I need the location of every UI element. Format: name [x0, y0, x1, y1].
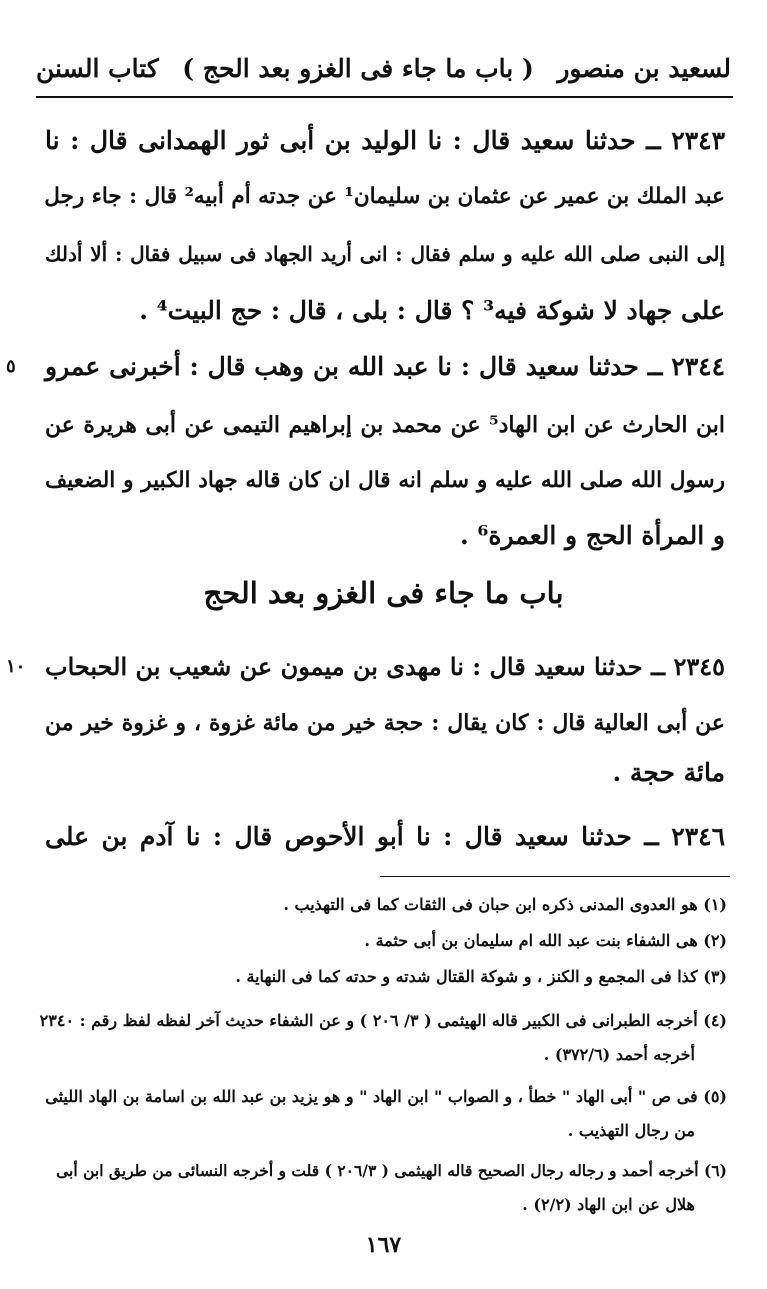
hadith-2346-line-1: ٢٣٤٦ ــ حدثنا سعيد قال : نا أبو الأحوص قال : نا آدم بن على	[45, 822, 725, 851]
margin-line-number: ١٠	[6, 656, 26, 677]
hadith-2343-line-1: ٢٣٤٣ ــ حدثنا سعيد قال : نا الوليد بن أبى ثور الهمدانى قال : نا	[45, 126, 725, 155]
section-title: باب ما جاء فى الغزو بعد الحج	[203, 576, 564, 610]
footnote-4-continuation: أخرجه أحمد (٣٧٢/٦) .	[543, 1045, 695, 1064]
footnote-5-continuation: من رجال التهذيب .	[567, 1121, 695, 1140]
footnote-4: (٤) أخرجه الطبرانى فى الكبير قاله الهيثمى ( ٣/ ٢٠٦ ) و عن الشفاء حديث آخر لفظه لفظ رقم : ٢٣٤٠	[39, 1011, 727, 1030]
margin-line-number: ٥	[6, 356, 16, 377]
hadith-2344-line-1: ٢٣٤٤ ــ حدثنا سعيد قال : نا عبد الله بن وهب قال : أخبرنى عمرو	[45, 352, 725, 381]
footnote-1: (١) هو العدوى المدنى ذكره ابن حبان فى الثقات كما فى التهذيب .	[283, 895, 727, 914]
hadith-2343-line-4: على جهاد لا شوكة فيه³ ؟ قال : بلى ، قال : حج البيت⁴ .	[139, 296, 725, 325]
header-author: لسعيد بن منصور	[557, 53, 731, 83]
footnote-3: (٣) كذا فى المجمع و الكنز ، و شوكة القتال شدته و حدته كما فى النهاية .	[235, 967, 727, 986]
footnote-6: (٦) أخرجه أحمد و رجاله رجال الصحيح قاله الهيثمى ( ٢٠٦/٣ ) قلت و أخرجه النسائى من طريق ابن أبى	[56, 1161, 727, 1180]
page-number: ١٦٧	[365, 1232, 402, 1258]
hadith-2344-line-3: رسول الله صلى الله عليه و سلم انه قال ان كان قاله جهاد الكبير و الضعيف	[45, 468, 725, 493]
footnote-6-continuation: هلال عن ابن الهاد (٢/٢) .	[522, 1195, 695, 1214]
hadith-2344-line-4: و المرأة الحج و العمرة⁶ .	[460, 521, 725, 550]
hadith-2345-line-3: مائة حجة .	[612, 758, 725, 787]
footnote-rule	[380, 876, 730, 877]
hadith-2345-line-1: ٢٣٤٥ ــ حدثنا سعيد قال : نا مهدى بن ميمون عن شعيب بن الحبحاب	[45, 652, 725, 681]
header-book-title: كتاب السنن	[36, 53, 159, 83]
footnote-2: (٢) هى الشفاء بنت عبد الله ام سليمان بن أبى حثمة .	[364, 931, 727, 950]
hadith-2345-line-2: عن أبى العالية قال : كان يقال : حجة خير من مائة غزوة ، و غزوة خير من	[45, 710, 725, 736]
hadith-2344-line-2: ابن الحارث عن ابن الهاد⁵ عن محمد بن إبراهيم التيمى عن أبى هريرة عن	[45, 412, 725, 438]
hadith-2343-line-3: إلى النبى صلى الله عليه و سلم فقال : انى أريد الجهاد فى سبيل فقال : ألا أدلك	[45, 242, 725, 266]
hadith-2343-line-2: عبد الملك بن عمير عن عثمان بن سليمان¹ عن جدته أم أبيه² قال : جاء رجل	[44, 184, 725, 209]
header-rule	[36, 96, 733, 98]
running-header	[36, 48, 731, 88]
header-chapter-title: ( باب ما جاء فى الغزو بعد الحج )	[182, 53, 534, 83]
footnote-5: (٥) فى ص " أبى الهاد " خطأ ، و الصواب " ابن الهاد " و هو يزيد بن عبد الله بن اسامة بن الهاد الليثى	[45, 1087, 727, 1106]
